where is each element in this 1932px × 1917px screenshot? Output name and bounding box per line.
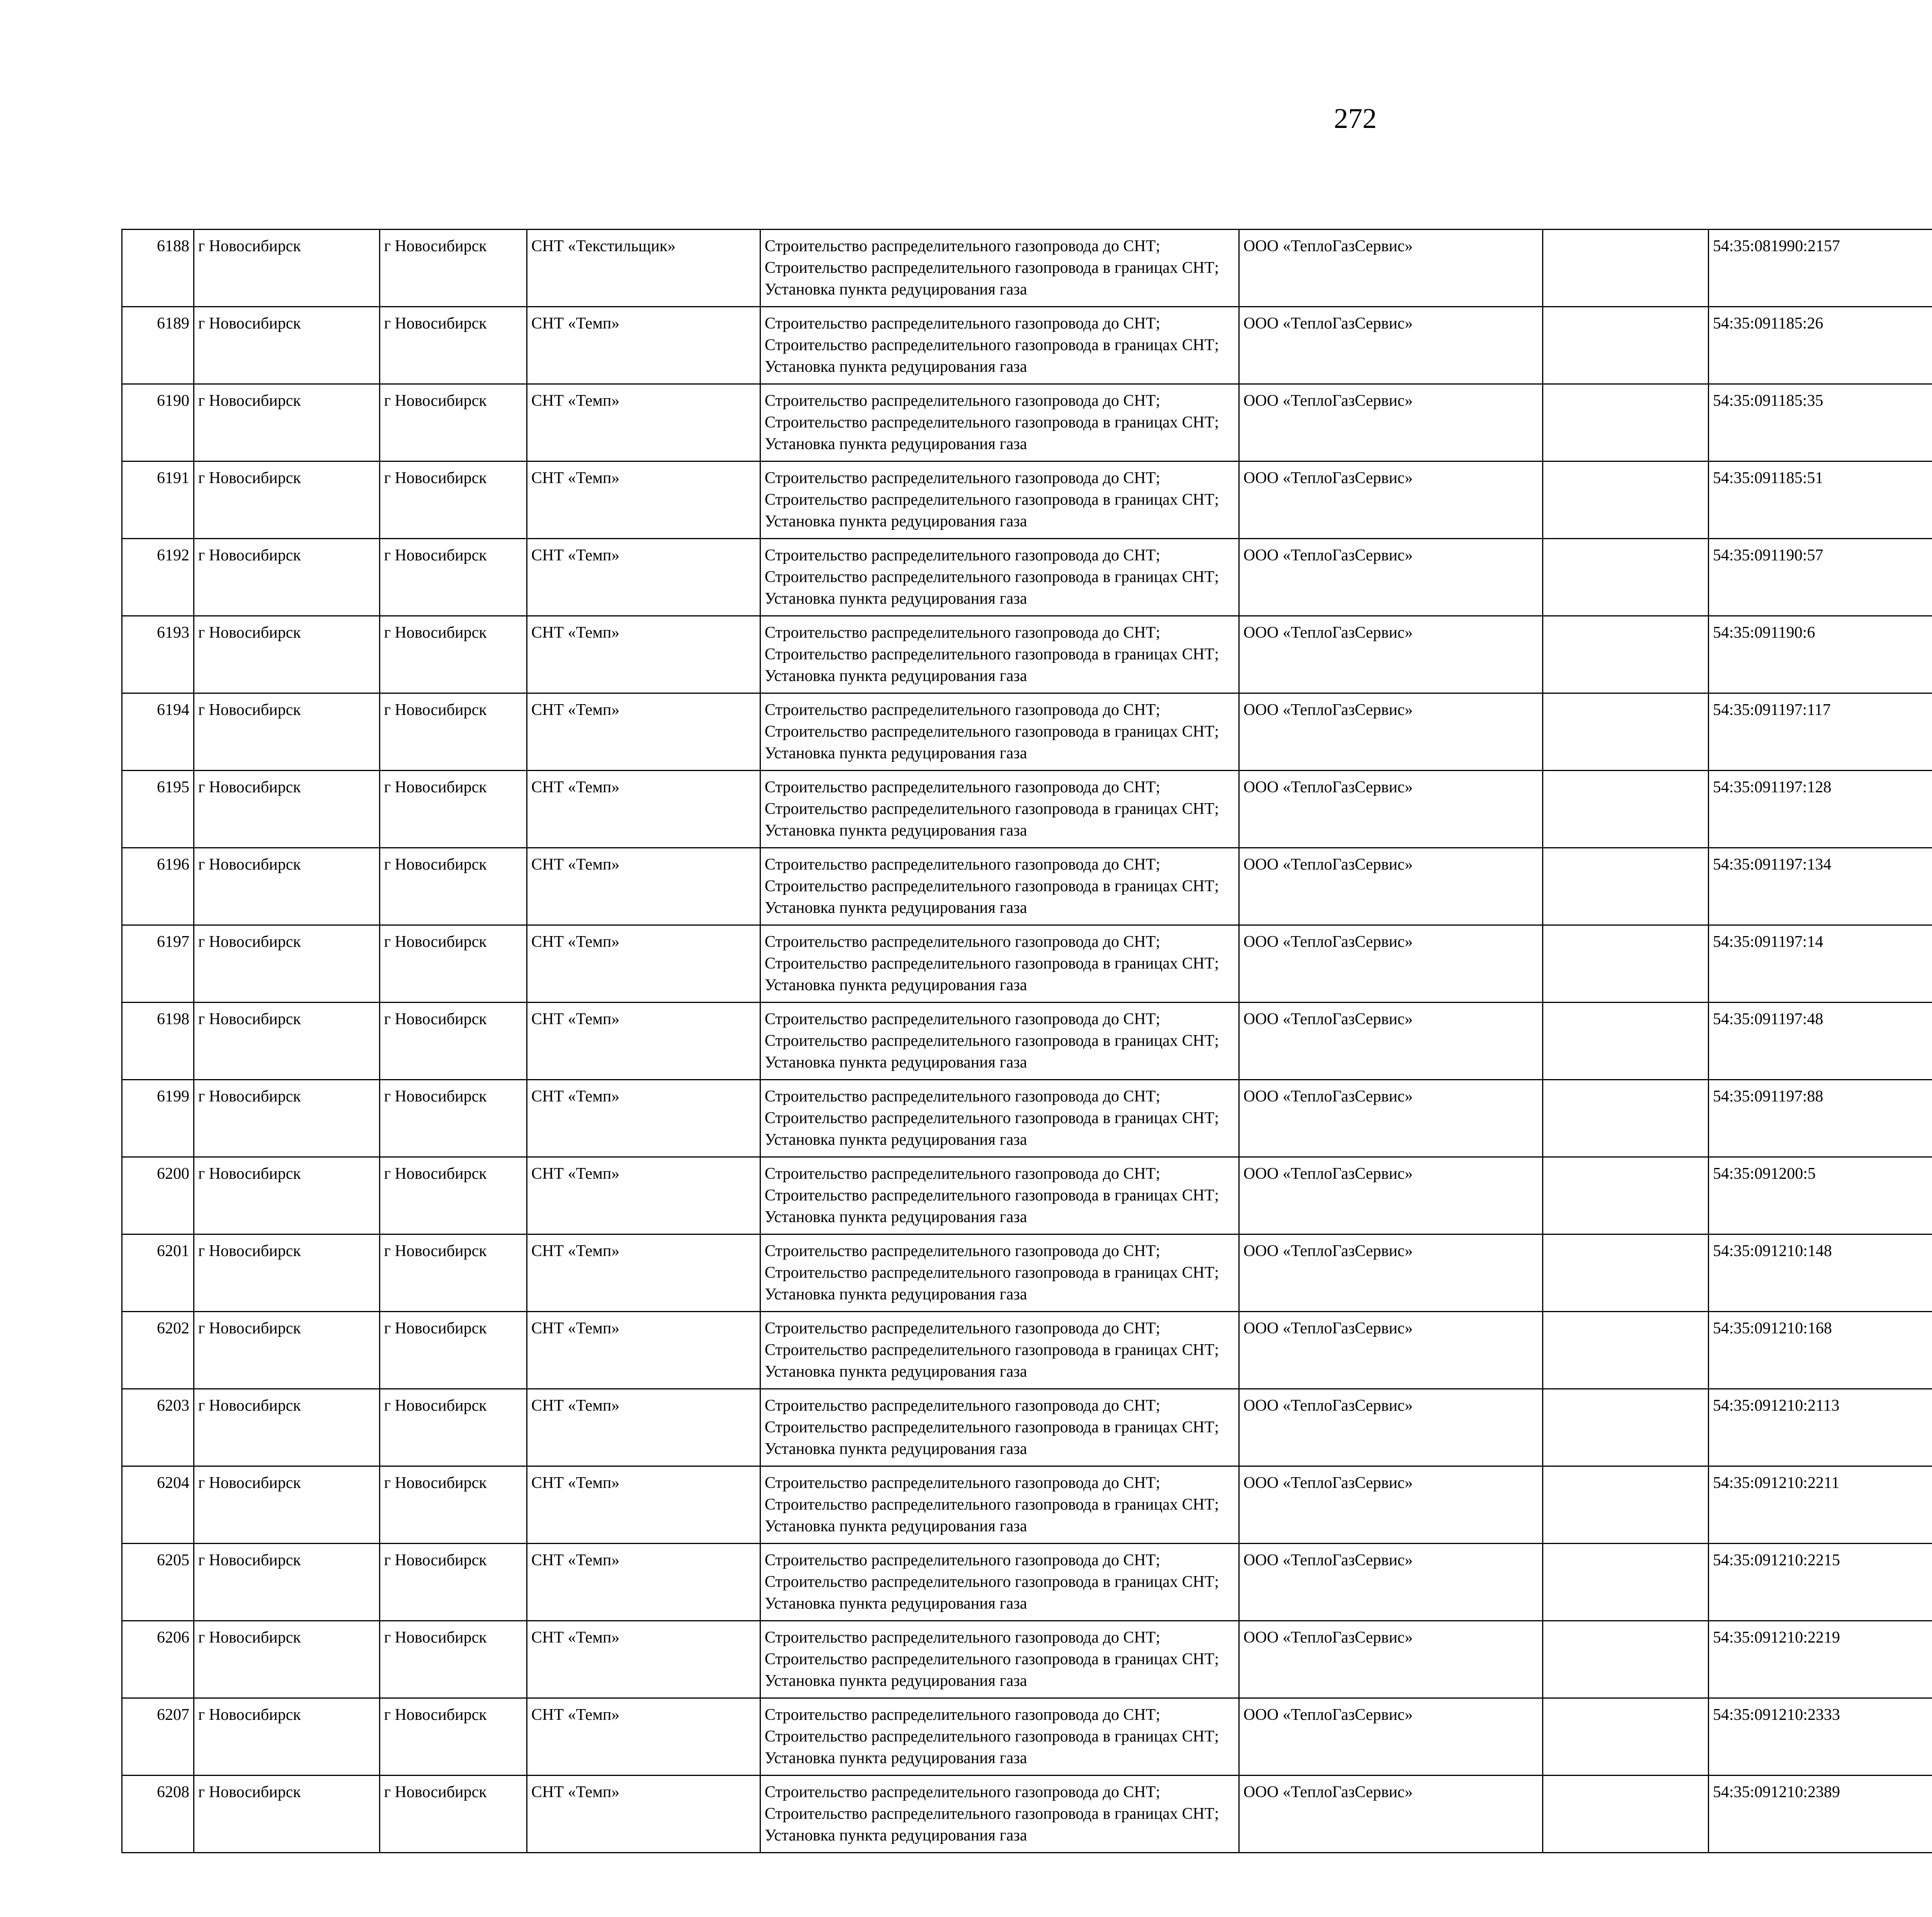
cadastral-number-cell: 54:35:091210:2389	[1709, 1776, 1932, 1853]
work-description-cell: Строительство распределительного газопровода до СНТ; Строительство распределительного газопровода в границах СНТ; Установка пункта редуцирования газа	[760, 616, 1239, 693]
snt-name-cell: СНТ «Темп»	[527, 848, 760, 925]
district-cell: г Новосибирск	[380, 539, 527, 616]
snt-name-cell: СНТ «Темп»	[527, 925, 760, 1003]
row-number: 6199	[122, 1080, 194, 1157]
organization-cell: ООО «ТеплоГазСервис»	[1239, 1234, 1543, 1312]
district-cell: г Новосибирск	[380, 848, 527, 925]
work-description-cell: Строительство распределительного газопровода до СНТ; Строительство распределительного газопровода в границах СНТ; Установка пункта редуцирования газа	[760, 1544, 1239, 1621]
city-cell: г Новосибирск	[194, 1466, 380, 1544]
table-row	[122, 771, 1932, 848]
city-cell: г Новосибирск	[194, 693, 380, 771]
work-description-cell: Строительство распределительного газопровода до СНТ; Строительство распределительного газопровода в границах СНТ; Установка пункта редуцирования газа	[760, 461, 1239, 539]
snt-name-cell: СНТ «Темп»	[527, 1312, 760, 1389]
empty-cell	[1543, 230, 1709, 307]
empty-cell	[1543, 307, 1709, 384]
table-row	[122, 1544, 1932, 1621]
row-number: 6202	[122, 1312, 194, 1389]
cadastral-number-cell: 54:35:091185:26	[1709, 307, 1932, 384]
empty-cell	[1543, 693, 1709, 771]
empty-cell	[1543, 461, 1709, 539]
district-cell: г Новосибирск	[380, 771, 527, 848]
cadastral-number-cell: 54:35:091190:57	[1709, 539, 1932, 616]
row-number: 6189	[122, 307, 194, 384]
table-row	[122, 539, 1932, 616]
empty-cell	[1543, 848, 1709, 925]
city-cell: г Новосибирск	[194, 771, 380, 848]
empty-cell	[1543, 771, 1709, 848]
empty-cell	[1543, 1157, 1709, 1234]
empty-cell	[1543, 1234, 1709, 1312]
organization-cell: ООО «ТеплоГазСервис»	[1239, 848, 1543, 925]
organization-cell: ООО «ТеплоГазСервис»	[1239, 1080, 1543, 1157]
work-description-cell: Строительство распределительного газопровода до СНТ; Строительство распределительного газопровода в границах СНТ; Установка пункта редуцирования газа	[760, 771, 1239, 848]
empty-cell	[1543, 1776, 1709, 1853]
empty-cell	[1543, 1389, 1709, 1466]
row-number: 6195	[122, 771, 194, 848]
organization-cell: ООО «ТеплоГазСервис»	[1239, 1003, 1543, 1080]
organization-cell: ООО «ТеплоГазСервис»	[1239, 1698, 1543, 1776]
cadastral-number-cell: 54:35:091197:14	[1709, 925, 1932, 1003]
district-cell: г Новосибирск	[380, 461, 527, 539]
cadastral-number-cell: 54:35:091190:6	[1709, 616, 1932, 693]
snt-name-cell: СНТ «Темп»	[527, 461, 760, 539]
city-cell: г Новосибирск	[194, 230, 380, 307]
cadastral-number-cell: 54:35:091197:128	[1709, 771, 1932, 848]
organization-cell: ООО «ТеплоГазСервис»	[1239, 693, 1543, 771]
district-cell: г Новосибирск	[380, 307, 527, 384]
row-number: 6201	[122, 1234, 194, 1312]
empty-cell	[1543, 1544, 1709, 1621]
city-cell: г Новосибирск	[194, 461, 380, 539]
table-row	[122, 461, 1932, 539]
table-row	[122, 1466, 1932, 1544]
city-cell: г Новосибирск	[194, 1621, 380, 1698]
cadastral-number-cell: 54:35:081990:2157	[1709, 230, 1932, 307]
empty-cell	[1543, 539, 1709, 616]
work-description-cell: Строительство распределительного газопровода до СНТ; Строительство распределительного газопровода в границах СНТ; Установка пункта редуцирования газа	[760, 1312, 1239, 1389]
work-description-cell: Строительство распределительного газопровода до СНТ; Строительство распределительного газопровода в границах СНТ; Установка пункта редуцирования газа	[760, 1234, 1239, 1312]
work-description-cell: Строительство распределительного газопровода до СНТ; Строительство распределительного газопровода в границах СНТ; Установка пункта редуцирования газа	[760, 1003, 1239, 1080]
city-cell: г Новосибирск	[194, 925, 380, 1003]
empty-cell	[1543, 384, 1709, 461]
page-number: 272	[1334, 103, 1377, 134]
row-number: 6193	[122, 616, 194, 693]
city-cell: г Новосибирск	[194, 539, 380, 616]
work-description-cell: Строительство распределительного газопровода до СНТ; Строительство распределительного газопровода в границах СНТ; Установка пункта редуцирования газа	[760, 925, 1239, 1003]
snt-name-cell: СНТ «Темп»	[527, 1234, 760, 1312]
table-row	[122, 1621, 1932, 1698]
work-description-cell: Строительство распределительного газопровода до СНТ; Строительство распределительного газопровода в границах СНТ; Установка пункта редуцирования газа	[760, 1776, 1239, 1853]
cadastral-number-cell: 54:35:091210:148	[1709, 1234, 1932, 1312]
snt-name-cell: СНТ «Темп»	[527, 1621, 760, 1698]
work-description-cell: Строительство распределительного газопровода до СНТ; Строительство распределительного газопровода в границах СНТ; Установка пункта редуцирования газа	[760, 384, 1239, 461]
empty-cell	[1543, 1466, 1709, 1544]
row-number: 6208	[122, 1776, 194, 1853]
snt-name-cell: СНТ «Темп»	[527, 1003, 760, 1080]
organization-cell: ООО «ТеплоГазСервис»	[1239, 461, 1543, 539]
snt-name-cell: СНТ «Темп»	[527, 1466, 760, 1544]
district-cell: г Новосибирск	[380, 1003, 527, 1080]
organization-cell: ООО «ТеплоГазСервис»	[1239, 230, 1543, 307]
row-number: 6194	[122, 693, 194, 771]
empty-cell	[1543, 925, 1709, 1003]
district-cell: г Новосибирск	[380, 616, 527, 693]
cadastral-number-cell: 54:35:091210:168	[1709, 1312, 1932, 1389]
snt-name-cell: СНТ «Темп»	[527, 1698, 760, 1776]
cadastral-number-cell: 54:35:091210:2333	[1709, 1698, 1932, 1776]
row-number: 6200	[122, 1157, 194, 1234]
row-number: 6204	[122, 1466, 194, 1544]
city-cell: г Новосибирск	[194, 1544, 380, 1621]
city-cell: г Новосибирск	[194, 848, 380, 925]
snt-name-cell: СНТ «Темп»	[527, 1157, 760, 1234]
cadastral-number-cell: 54:35:091197:134	[1709, 848, 1932, 925]
cadastral-number-cell: 54:35:091185:51	[1709, 461, 1932, 539]
district-cell: г Новосибирск	[380, 693, 527, 771]
cadastral-number-cell: 54:35:091197:88	[1709, 1080, 1932, 1157]
empty-cell	[1543, 616, 1709, 693]
organization-cell: ООО «ТеплоГазСервис»	[1239, 1621, 1543, 1698]
cadastral-number-cell: 54:35:091200:5	[1709, 1157, 1932, 1234]
empty-cell	[1543, 1003, 1709, 1080]
organization-cell: ООО «ТеплоГазСервис»	[1239, 1466, 1543, 1544]
city-cell: г Новосибирск	[194, 1389, 380, 1466]
table-row	[122, 1234, 1932, 1312]
snt-name-cell: СНТ «Темп»	[527, 771, 760, 848]
snt-name-cell: СНТ «Текстильщик»	[527, 230, 760, 307]
snt-name-cell: СНТ «Темп»	[527, 384, 760, 461]
district-cell: г Новосибирск	[380, 230, 527, 307]
district-cell: г Новосибирск	[380, 384, 527, 461]
city-cell: г Новосибирск	[194, 384, 380, 461]
organization-cell: ООО «ТеплоГазСервис»	[1239, 925, 1543, 1003]
organization-cell: ООО «ТеплоГазСервис»	[1239, 539, 1543, 616]
organization-cell: ООО «ТеплоГазСервис»	[1239, 1157, 1543, 1234]
row-number: 6188	[122, 230, 194, 307]
district-cell: г Новосибирск	[380, 1234, 527, 1312]
row-number: 6198	[122, 1003, 194, 1080]
cadastral-number-cell: 54:35:091185:35	[1709, 384, 1932, 461]
city-cell: г Новосибирск	[194, 1312, 380, 1389]
organization-cell: ООО «ТеплоГазСервис»	[1239, 1776, 1543, 1853]
row-number: 6191	[122, 461, 194, 539]
table-row	[122, 1389, 1932, 1466]
empty-cell	[1543, 1698, 1709, 1776]
work-description-cell: Строительство распределительного газопровода до СНТ; Строительство распределительного газопровода в границах СНТ; Установка пункта редуцирования газа	[760, 230, 1239, 307]
table-row	[122, 1157, 1932, 1234]
work-description-cell: Строительство распределительного газопровода до СНТ; Строительство распределительного газопровода в границах СНТ; Установка пункта редуцирования газа	[760, 1621, 1239, 1698]
city-cell: г Новосибирск	[194, 616, 380, 693]
table-row	[122, 307, 1932, 384]
work-description-cell: Строительство распределительного газопровода до СНТ; Строительство распределительного газопровода в границах СНТ; Установка пункта редуцирования газа	[760, 307, 1239, 384]
organization-cell: ООО «ТеплоГазСервис»	[1239, 1544, 1543, 1621]
city-cell: г Новосибирск	[194, 1234, 380, 1312]
district-cell: г Новосибирск	[380, 1621, 527, 1698]
organization-cell: ООО «ТеплоГазСервис»	[1239, 616, 1543, 693]
row-number: 6205	[122, 1544, 194, 1621]
table-row	[122, 1312, 1932, 1389]
empty-cell	[1543, 1080, 1709, 1157]
cadastral-number-cell: 54:35:091210:2215	[1709, 1544, 1932, 1621]
snt-name-cell: СНТ «Темп»	[527, 1776, 760, 1853]
organization-cell: ООО «ТеплоГазСервис»	[1239, 384, 1543, 461]
work-description-cell: Строительство распределительного газопровода до СНТ; Строительство распределительного газопровода в границах СНТ; Установка пункта редуцирования газа	[760, 1698, 1239, 1776]
snt-name-cell: СНТ «Темп»	[527, 693, 760, 771]
city-cell: г Новосибирск	[194, 1080, 380, 1157]
district-cell: г Новосибирск	[380, 1080, 527, 1157]
snt-name-cell: СНТ «Темп»	[527, 1080, 760, 1157]
table-row	[122, 1698, 1932, 1776]
city-cell: г Новосибирск	[194, 1776, 380, 1853]
district-cell: г Новосибирск	[380, 925, 527, 1003]
cadastral-number-cell: 54:35:091210:2211	[1709, 1466, 1932, 1544]
row-number: 6192	[122, 539, 194, 616]
district-cell: г Новосибирск	[380, 1776, 527, 1853]
table-row	[122, 1080, 1932, 1157]
table-row	[122, 693, 1932, 771]
table-row	[122, 384, 1932, 461]
table-row	[122, 1776, 1932, 1853]
row-number: 6207	[122, 1698, 194, 1776]
city-cell: г Новосибирск	[194, 307, 380, 384]
organization-cell: ООО «ТеплоГазСервис»	[1239, 771, 1543, 848]
district-cell: г Новосибирск	[380, 1389, 527, 1466]
work-description-cell: Строительство распределительного газопровода до СНТ; Строительство распределительного газопровода в границах СНТ; Установка пункта редуцирования газа	[760, 693, 1239, 771]
work-description-cell: Строительство распределительного газопровода до СНТ; Строительство распределительного газопровода в границах СНТ; Установка пункта редуцирования газа	[760, 848, 1239, 925]
table-row	[122, 1003, 1932, 1080]
cadastral-number-cell: 54:35:091197:117	[1709, 693, 1932, 771]
cadastral-number-cell: 54:35:091210:2113	[1709, 1389, 1932, 1466]
table-row	[122, 230, 1932, 307]
district-cell: г Новосибирск	[380, 1157, 527, 1234]
empty-cell	[1543, 1312, 1709, 1389]
table-row	[122, 616, 1932, 693]
snt-name-cell: СНТ «Темп»	[527, 616, 760, 693]
district-cell: г Новосибирск	[380, 1544, 527, 1621]
row-number: 6197	[122, 925, 194, 1003]
row-number: 6206	[122, 1621, 194, 1698]
snt-name-cell: СНТ «Темп»	[527, 1544, 760, 1621]
district-cell: г Новосибирск	[380, 1698, 527, 1776]
work-description-cell: Строительство распределительного газопровода до СНТ; Строительство распределительного газопровода в границах СНТ; Установка пункта редуцирования газа	[760, 1389, 1239, 1466]
city-cell: г Новосибирск	[194, 1003, 380, 1080]
row-number: 6196	[122, 848, 194, 925]
snt-name-cell: СНТ «Темп»	[527, 539, 760, 616]
city-cell: г Новосибирск	[194, 1698, 380, 1776]
row-number: 6190	[122, 384, 194, 461]
table-row	[122, 925, 1932, 1003]
work-description-cell: Строительство распределительного газопровода до СНТ; Строительство распределительного газопровода в границах СНТ; Установка пункта редуцирования газа	[760, 1466, 1239, 1544]
district-cell: г Новосибирск	[380, 1312, 527, 1389]
snt-name-cell: СНТ «Темп»	[527, 1389, 760, 1466]
snt-name-cell: СНТ «Темп»	[527, 307, 760, 384]
register-body	[122, 230, 1932, 1853]
work-description-cell: Строительство распределительного газопровода до СНТ; Строительство распределительного газопровода в границах СНТ; Установка пункта редуцирования газа	[760, 539, 1239, 616]
empty-cell	[1543, 1621, 1709, 1698]
organization-cell: ООО «ТеплоГазСервис»	[1239, 1389, 1543, 1466]
row-number: 6203	[122, 1389, 194, 1466]
work-description-cell: Строительство распределительного газопровода до СНТ; Строительство распределительного газопровода в границах СНТ; Установка пункта редуцирования газа	[760, 1080, 1239, 1157]
organization-cell: ООО «ТеплоГазСервис»	[1239, 1312, 1543, 1389]
work-description-cell: Строительство распределительного газопровода до СНТ; Строительство распределительного газопровода в границах СНТ; Установка пункта редуцирования газа	[760, 1157, 1239, 1234]
table-row	[122, 848, 1932, 925]
city-cell: г Новосибирск	[194, 1157, 380, 1234]
cadastral-number-cell: 54:35:091197:48	[1709, 1003, 1932, 1080]
organization-cell: ООО «ТеплоГазСервис»	[1239, 307, 1543, 384]
cadastral-number-cell: 54:35:091210:2219	[1709, 1621, 1932, 1698]
district-cell: г Новосибирск	[380, 1466, 527, 1544]
register-table	[121, 229, 1932, 1853]
